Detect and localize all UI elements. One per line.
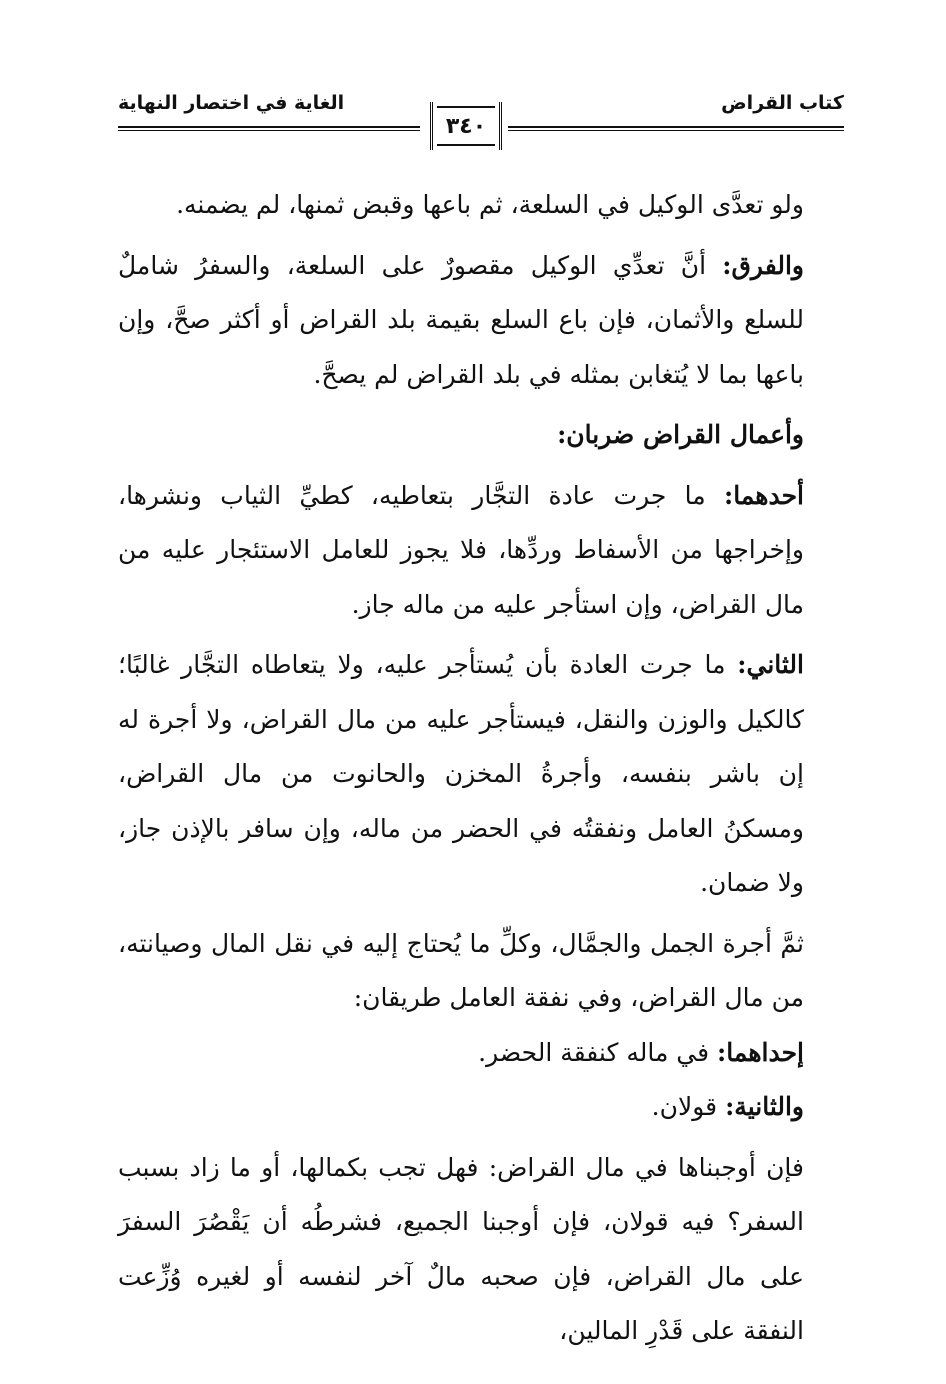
paragraph-2 (118, 239, 844, 403)
paragraph-5 (118, 638, 844, 911)
header-rule-left (118, 126, 420, 131)
paragraph-text: أنَّ تعدِّي الوكيل مقصورٌ على السلعة، والسفرُ شاملٌ للسلع والأثمان، فإن باع السلع بقيمة بلد القراض أو أكثر صحَّ، وإن باعها بما لا يُتغابن بمثله في بلد القراض لم يصحَّ. (118, 250, 804, 389)
body-text (118, 178, 844, 1359)
paragraph-text: ولو تعدَّى الوكيل في السلعة، ثم باعها وقبض ثمنها، لم يضمنه. (176, 190, 804, 219)
page-number-frame (430, 102, 502, 150)
paragraph-lead: والثانية: (725, 1092, 804, 1121)
paragraph-6 (118, 917, 844, 1026)
paragraph-8 (118, 1080, 844, 1135)
paragraph-text: في ماله كنفقة الحضر. (478, 1037, 718, 1067)
paragraph-text: قولان. (651, 1092, 726, 1121)
paragraph-7 (118, 1026, 844, 1081)
page-number: ٣٤٠ (445, 113, 487, 139)
paragraph-1 (118, 178, 844, 233)
paragraph-text: فإن أوجبناها في مال القراض: فهل تجب بكمالها، أو ما زاد بسبب السفر؟ فيه قولان، فإن أوجبنا الجميع، فشرطُه أن يَقْصُرَ السفرَ على مال القراض، فإن صحبه مالٌ آخر لنفسه أو لغيره وُزِّعت النفقة على قَدْرِ المالين، (118, 1152, 804, 1345)
paragraph-4 (118, 469, 844, 633)
paragraph-text: ثمَّ أجرة الجمل والجمَّال، وكلِّ ما يُحتاج إليه في نقل المال وصيانته، من مال القراض، وفي نفقة العامل طريقان: (118, 928, 804, 1012)
paragraph-9 (118, 1141, 844, 1359)
paragraph-3 (118, 408, 844, 463)
book-title: الغاية في اختصار النهاية (118, 92, 345, 114)
chapter-title: كتاب القراض (721, 92, 844, 114)
paragraph-lead: وأعمال القراض ضربان: (557, 420, 804, 449)
page-header (118, 92, 844, 162)
paragraph-text: ما جرت عادة التجَّار بتعاطيه، كطيِّ الثياب ونشرها، وإخراجها من الأسفاط وردِّها، فلا يجوز للعامل الاستئجار عليه من مال القراض، وإن استأجر عليه من ماله جاز. (118, 480, 804, 619)
paragraph-lead: إحداهما: (717, 1037, 804, 1067)
paragraph-lead: الثاني: (737, 650, 804, 679)
paragraph-lead: والفرق: (722, 250, 804, 280)
paragraph-lead: أحدهما: (723, 480, 804, 510)
paragraph-text: ما جرت العادة بأن يُستأجر عليه، ولا يتعاطاه التجَّار غالبًا؛ كالكيل والوزن والنقل، فيستأجر عليه من مال القراض، ولا أجرة له إن باشر بنفسه، وأجرةُ المخزن والحانوت من مال القراض، ومسكنُ العامل ونفقتُه في الحضر من ماله، وإن سافر بالإذن جاز، ولا ضمان. (118, 650, 804, 897)
header-rule-right (508, 126, 844, 131)
